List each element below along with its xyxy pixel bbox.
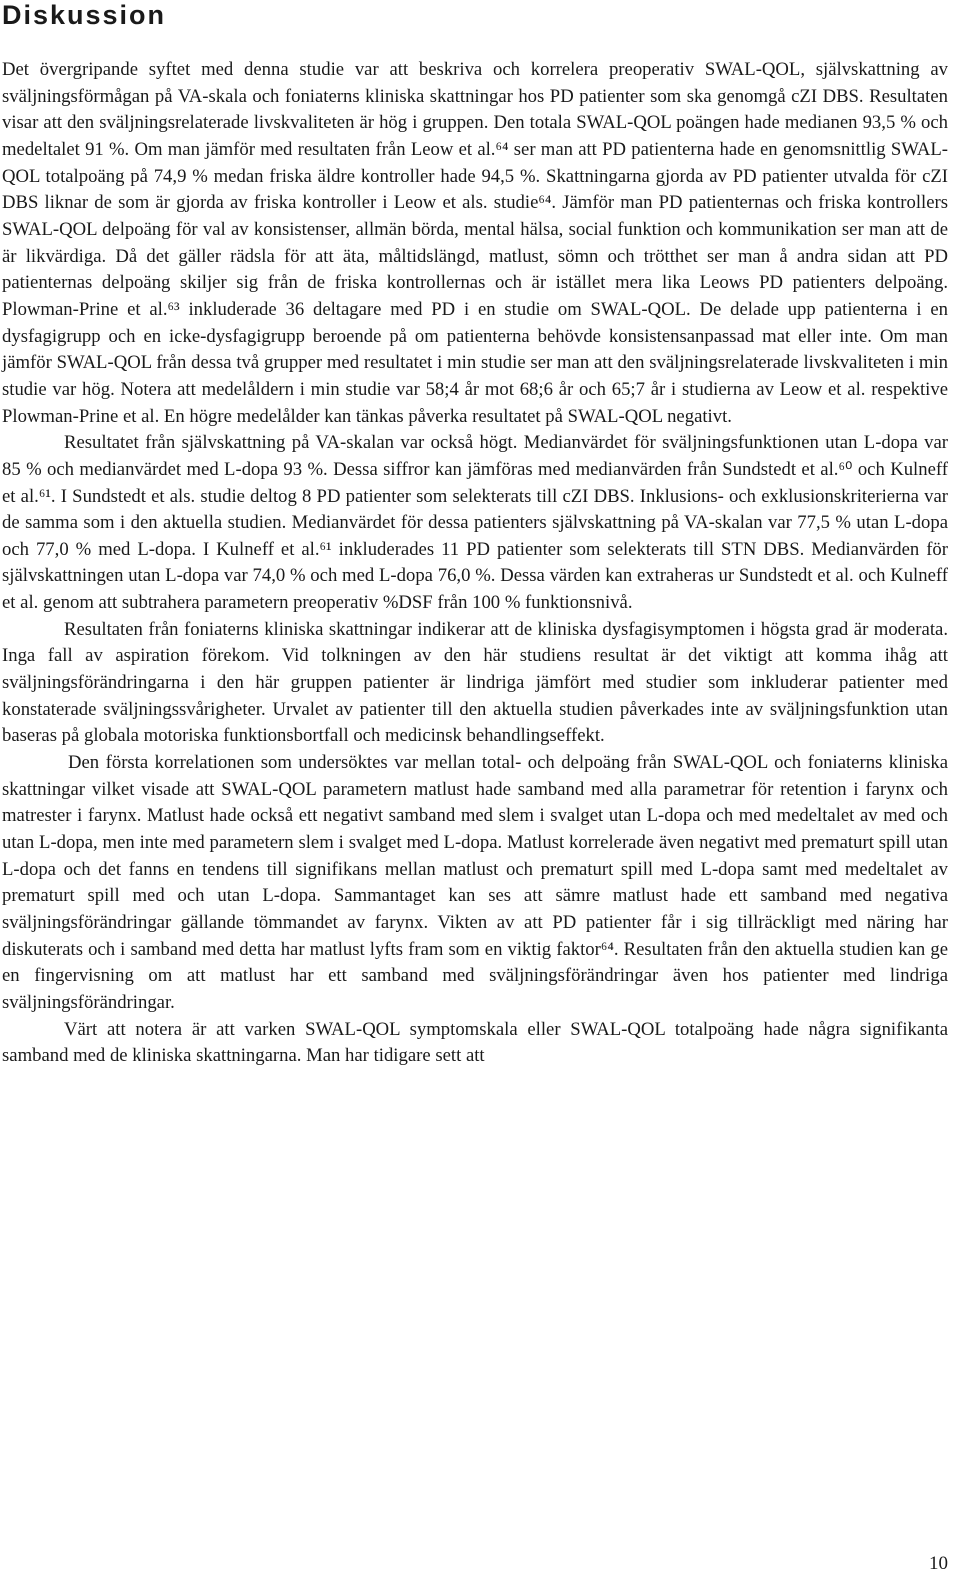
paragraph-4: Den första korrelationen som undersöktes var mellan total- och delpoäng från SWAL-QOL och foniaterns kliniska skattningar vilket visade att SWAL-QOL parametern matlust hade samband med alla parametrar för retention i farynx och matrester i farynx. Matlust hade också ett negativt samband med slem i svalget utan L-dopa och med medeltalet av med och utan L-dopa, men inte med parametern slem i svalget med L-dopa. Matlust korrelerade även negativt med prematurt spill utan L-dopa och det fanns en tendens till signifikans mellan matlust och prematurt spill med L-dopa samt med medeltalet av prematurt spill med och utan L-dopa. Sammantaget kan ses att sämre matlust hade ett samband med negativa sväljningsförändringar gällande tömmandet av farynx. Vikten av att PD patienter får i sig tillräckligt med näring har diskuterats och i samband med detta har matlust lyfts fram som en viktig faktor⁶⁴. Resultaten från den aktuella studien kan ge en fingervisning om att matlust har ett samband med sväljningsförändringar även hos patienter med lindriga sväljningsförändringar.	[2, 752, 948, 1013]
paragraph-1: Det övergripande syftet med denna studie var att beskriva och korrelera preoperativ SWAL-QOL, självskattning av sväljningsförmågan på VA-skala och foniaterns kliniska skattningar hos PD patienter som ska genomgå cZI DBS. Resultaten visar att den sväljningsrelaterade livskvaliteten är hög i gruppen. Den totala SWAL-QOL poängen hade medianen 93,5 % och medeltalet 91 %. Om man jämför med resultaten från Leow et al.⁶⁴ ser man att PD patienterna hade en genomsnittlig SWAL-QOL totalpoäng på 74,9 % medan friska äldre kontroller hade 94,5 %. Skattningarna gjorda av PD patienter utvalda för cZI DBS liknar de som är gjorda av friska kontroller i Leow et als. studie⁶⁴. Jämför man PD patienternas och friska kontrollers SWAL-QOL delpoäng för val av konsistenser, allmän börda, mental hälsa, social funktion och kommunikation ser man att de är likvärdiga. Då det gäller rädsla för att äta, måltidslängd, matlust, sömn och trötthet ser man å andra sidan att PD patienternas delpoäng skiljer sig från de friska kontrollernas och är istället mera lika Leows PD patienters delpoäng. Plowman-Prine et al.⁶³ inkluderade 36 deltagare med PD i en studie om SWAL-QOL. De delade upp patienterna i en dysfagigrupp och en icke-dysfagigrupp beroende på om patienterna behövde konsistensanpassad mat eller inte. Om man jämför SWAL-QOL från dessa två grupper med resultatet i min studie ser man att den sväljningsrelaterade livskvaliteten i min studie var hög. Notera att medelåldern i min studie var 58;4 år mot 68;6 år och 65;7 år i studierna av Leow et al. respektive Plowman-Prine et al. En högre medelålder kan tänkas påverka resultatet på SWAL-QOL negativt.	[2, 59, 948, 427]
paragraph-3: Resultaten från foniaterns kliniska skattningar indikerar att de kliniska dysfagisymptomen i högsta grad är moderata. Inga fall av aspiration förekom. Vid tolkningen av den här studiens resultat är det viktigt att komma ihåg att sväljningsförändringarna i den här gruppen patienter är lindriga jämfört med studier som inkluderar patienter med konstaterade sväljningssvårigheter. Urvalet av patienter till den aktuella studien påverkades inte av sväljningsfunktion utan baseras på globala motoriska funktionsbortfall och medicinsk behandlingseffekt.	[2, 618, 948, 747]
section-heading: Diskussion	[2, 0, 167, 30]
paragraph-2: Resultatet från självskattning på VA-skalan var också högt. Medianvärdet för sväljningsfunktionen utan L-dopa var 85 % och medianvärdet med L-dopa 93 %. Dessa siffror kan jämföras med medianvärden från Sundstedt et al.⁶⁰ och Kulneff et al.⁶¹. I Sundstedt et als. studie deltog 8 PD patienter som selekterats till cZI DBS. Inklusions- och exklusionskriterierna var de samma som i den aktuella studien. Medianvärdet för dessa patienters självskattning på VA-skalan var 77,5 % utan L-dopa och 77,0 % med L-dopa. I Kulneff et al.⁶¹ inkluderades 11 PD patienter som selekterats till STN DBS. Medianvärden för självskattningen utan L-dopa var 74,0 % och med L-dopa 76,0 %. Dessa värden kan extraheras ur Sundstedt et al. och Kulneff et al. genom att subtrahera parametern preoperativ %DSF från 100 % funktionsnivå.	[2, 432, 948, 614]
paragraph-5: Värt att notera är att varken SWAL-QOL symptomskala eller SWAL-QOL totalpoäng hade några signifikanta samband med de kliniska skattningarna. Man har tidigare sett att	[2, 1018, 948, 1067]
body-text	[2, 57, 948, 1070]
page-number: 10	[929, 1553, 948, 1574]
